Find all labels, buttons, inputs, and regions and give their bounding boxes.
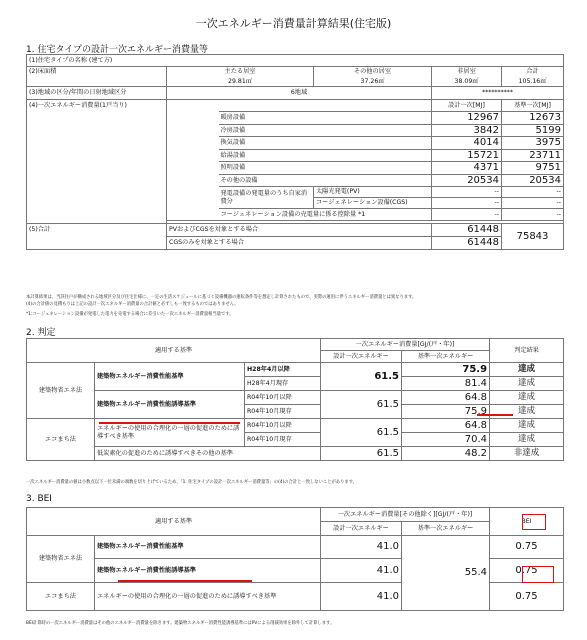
standard-energy-performance: 建築物エネルギー消費性能基準 <box>95 363 245 391</box>
equipment-design: 3842 <box>432 124 502 137</box>
bei-standard: 建築物エネルギー消費性能誘導基準 <box>95 559 321 583</box>
note: 本計算結果は、当該住戸が構成される地域区分及び住宅仕様に、一定の生活スケジュールに基づく設備機器の運転条件等を想定し計算されたもので、実際の運用に伴うエネルギー消費量とは異なります。 <box>26 295 417 300</box>
equipment-name: その他の設備 <box>219 174 432 187</box>
total-label: (5)合計 <box>27 224 167 250</box>
section1-heading: 1. 住宅タイプの設計一次エネルギー消費量等 <box>26 45 208 55</box>
red-underline-value <box>477 414 513 416</box>
section3-heading: 3. BEI <box>26 494 52 504</box>
result-value: 達成 <box>490 405 564 419</box>
floor-value: 29.81㎡ <box>167 77 314 87</box>
standard-energy-head: 基準一次エネルギー <box>402 522 490 536</box>
bei-design: 41.0 <box>321 559 402 583</box>
law-building-energy: 建築物省エネ法 <box>27 363 95 419</box>
equipment-name: 照明設備 <box>219 162 432 175</box>
equipment-standard: 9751 <box>502 162 564 175</box>
design-value: 61.5 <box>321 447 402 461</box>
date-label: H28年4月現存 <box>245 377 321 391</box>
design-value: 61.5 <box>321 363 402 391</box>
region-value: 6地域 <box>167 87 432 100</box>
equipment-standard: 3975 <box>502 137 564 150</box>
date-label: R04年10月現存 <box>245 433 321 447</box>
standard-value: 48.2 <box>402 447 490 461</box>
floor-value: 38.09㎡ <box>432 77 502 87</box>
total-standard: 75843 <box>502 224 564 250</box>
bei-design: 41.0 <box>321 536 402 559</box>
floor-value: 37.26㎡ <box>314 77 432 87</box>
bei-value: 0.75 <box>490 559 564 583</box>
design-energy-head: 設計一次エネルギー <box>321 351 402 363</box>
standard-energy-head: 基準一次エネルギー <box>402 351 490 363</box>
equipment-standard: 23711 <box>502 149 564 162</box>
energy-group-head: 一次エネルギー消費量[その他除く][GJ/(戸・年)] <box>321 508 490 522</box>
standard-value: 75.9 <box>402 363 490 377</box>
page-title: 一次エネルギー消費量計算結果(住宅版) <box>195 17 392 30</box>
generation-design: -- <box>432 198 502 209</box>
equipment-design: 15721 <box>432 149 502 162</box>
section3-table <box>26 507 564 611</box>
cogen-deduction-design: -- <box>432 209 502 221</box>
bei-standard: エネルギーの使用の合理化の一層の促進のために誘導すべき基準 <box>95 583 321 611</box>
generation-design: -- <box>432 187 502 198</box>
design-value: 61.5 <box>321 391 402 419</box>
total-design: 61448 <box>432 224 502 237</box>
house-type-label: (1)住宅タイプの名称 (建て方) <box>27 55 564 67</box>
applicable-standard-head: 適用する基準 <box>27 508 321 536</box>
floor-value: 105.16㎡ <box>502 77 564 87</box>
equipment-name: 換気設備 <box>219 137 432 150</box>
cogen-deduction-label: コージェネレーション設備の売電量に係る控除量 *1 <box>219 209 432 221</box>
result-value: 非達成 <box>490 447 564 461</box>
note: (4)の合計値の見積もりは上記の設計一次エネルギー消費量の合計値と必ずしも一致するものではありません。 <box>26 302 239 307</box>
date-label: H28年4月以降 <box>245 363 321 377</box>
standard-value: 81.4 <box>402 377 490 391</box>
red-underline-bei-standard <box>118 580 252 582</box>
floor-head: 非居室 <box>432 67 502 77</box>
standard-value: 64.8 <box>402 391 490 405</box>
standard-value: 64.8 <box>402 419 490 433</box>
cogen-deduction-standard: -- <box>502 209 564 221</box>
red-box-bei-head <box>522 514 546 530</box>
design-energy-head: 設計一次エネルギー <box>321 522 402 536</box>
date-label: R04年10月以降 <box>245 419 321 433</box>
design-col-head: 設計一次[MJ] <box>432 100 502 112</box>
equipment-design: 20534 <box>432 174 502 187</box>
result-value: 達成 <box>490 391 564 405</box>
equipment-standard: 5199 <box>502 124 564 137</box>
equipment-name: 冷房設備 <box>219 124 432 137</box>
floor-area-label: (2)床面積 <box>27 67 167 77</box>
result-head: 判定結果 <box>490 339 564 363</box>
red-underline-inducement <box>99 422 240 424</box>
bei-standard-value: 55.4 <box>402 536 490 611</box>
law-eco-city: エコまち法 <box>27 583 95 611</box>
date-label: R04年10月現存 <box>245 405 321 419</box>
equipment-standard: 12673 <box>502 112 564 125</box>
standard-rationalization: エネルギーの使用の合理化の一層の促進のために誘導すべき基準 <box>95 419 245 447</box>
section1-table <box>26 54 564 250</box>
equipment-name: 給湯設備 <box>219 149 432 162</box>
bei-design: 41.0 <box>321 583 402 611</box>
result-value: 達成 <box>490 377 564 391</box>
floor-head: 合計 <box>502 67 564 77</box>
generation-label: 発電設備の発電量のうち自家消費分 <box>219 187 314 209</box>
floor-head: その他の居室 <box>314 67 432 77</box>
note: *1:コージェネレーション設備が発電した電力を売電する場合に差引いた一次エネルギー消費量相当量です。 <box>26 312 234 317</box>
total-case: PVおよびCGSを対象とする場合 <box>167 224 432 237</box>
law-eco-city: エコまち法 <box>27 419 95 461</box>
standard-col-head: 基準一次[MJ] <box>502 100 564 112</box>
equipment-standard: 20534 <box>502 174 564 187</box>
equipment-design: 4014 <box>432 137 502 150</box>
applicable-standard-head: 適用する基準 <box>27 339 321 363</box>
total-design: 61448 <box>432 237 502 250</box>
equipment-name: 暖房設備 <box>219 112 432 125</box>
floor-head: 主たる居室 <box>167 67 314 77</box>
law-building-energy: 建築物省エネ法 <box>27 536 95 583</box>
energy-group-head: 一次エネルギー消費量[GJ/(戸・年)] <box>321 339 490 351</box>
standard-energy-inducement: 建築物エネルギー消費性能誘導基準 <box>95 391 245 419</box>
energy-label: (4)一次エネルギー消費量(1戸当り) <box>27 100 167 224</box>
section2-table <box>26 338 564 461</box>
region-label: (3)地域の区分/年間の日射地域区分 <box>27 87 167 100</box>
bei-value: 0.75 <box>490 583 564 611</box>
standard-value: 70.4 <box>402 433 490 447</box>
solar-region-value: ********** <box>432 87 564 100</box>
result-value: 達成 <box>490 419 564 433</box>
bei-standard: 建築物エネルギー消費性能基準 <box>95 536 321 559</box>
generation-standard: -- <box>502 198 564 209</box>
standard-low-carbon: 低炭素化の促進のために誘導すべきその他の基準 <box>95 447 321 461</box>
generation-name: 太陽光発電(PV) <box>314 187 432 198</box>
generation-name: コージェネレーション設備(CGS) <box>314 198 432 209</box>
note: 一次エネルギー消費量の値は小数点以下一位未満の端数を切り上げているため、「1. 住宅タイプの設計一次エネルギー消費量等」の(4)の合計と一致しないことがあります。 <box>26 480 357 485</box>
bei-value: 0.75 <box>490 536 564 559</box>
standard-value: 75.9 <box>402 405 490 419</box>
result-value: 達成 <box>490 433 564 447</box>
red-box-bei-value <box>522 566 554 583</box>
section2-heading: 2. 判定 <box>26 328 56 338</box>
equipment-design: 4371 <box>432 162 502 175</box>
generation-standard: -- <box>502 187 564 198</box>
total-case: CGSのみを対象とする場合 <box>167 237 432 250</box>
result-value: 達成 <box>490 363 564 377</box>
equipment-design: 12967 <box>432 112 502 125</box>
design-value: 61.5 <box>321 419 402 447</box>
date-label: R04年10月以降 <box>245 391 321 405</box>
note: BEI計算時の一次エネルギー消費量はその他のエネルギー消費量を除きます。建築物エネルギー消費性能誘導基準にはPVによる削減効果を除外して計算します。 <box>26 621 335 626</box>
bei-head: BEI <box>490 508 564 536</box>
